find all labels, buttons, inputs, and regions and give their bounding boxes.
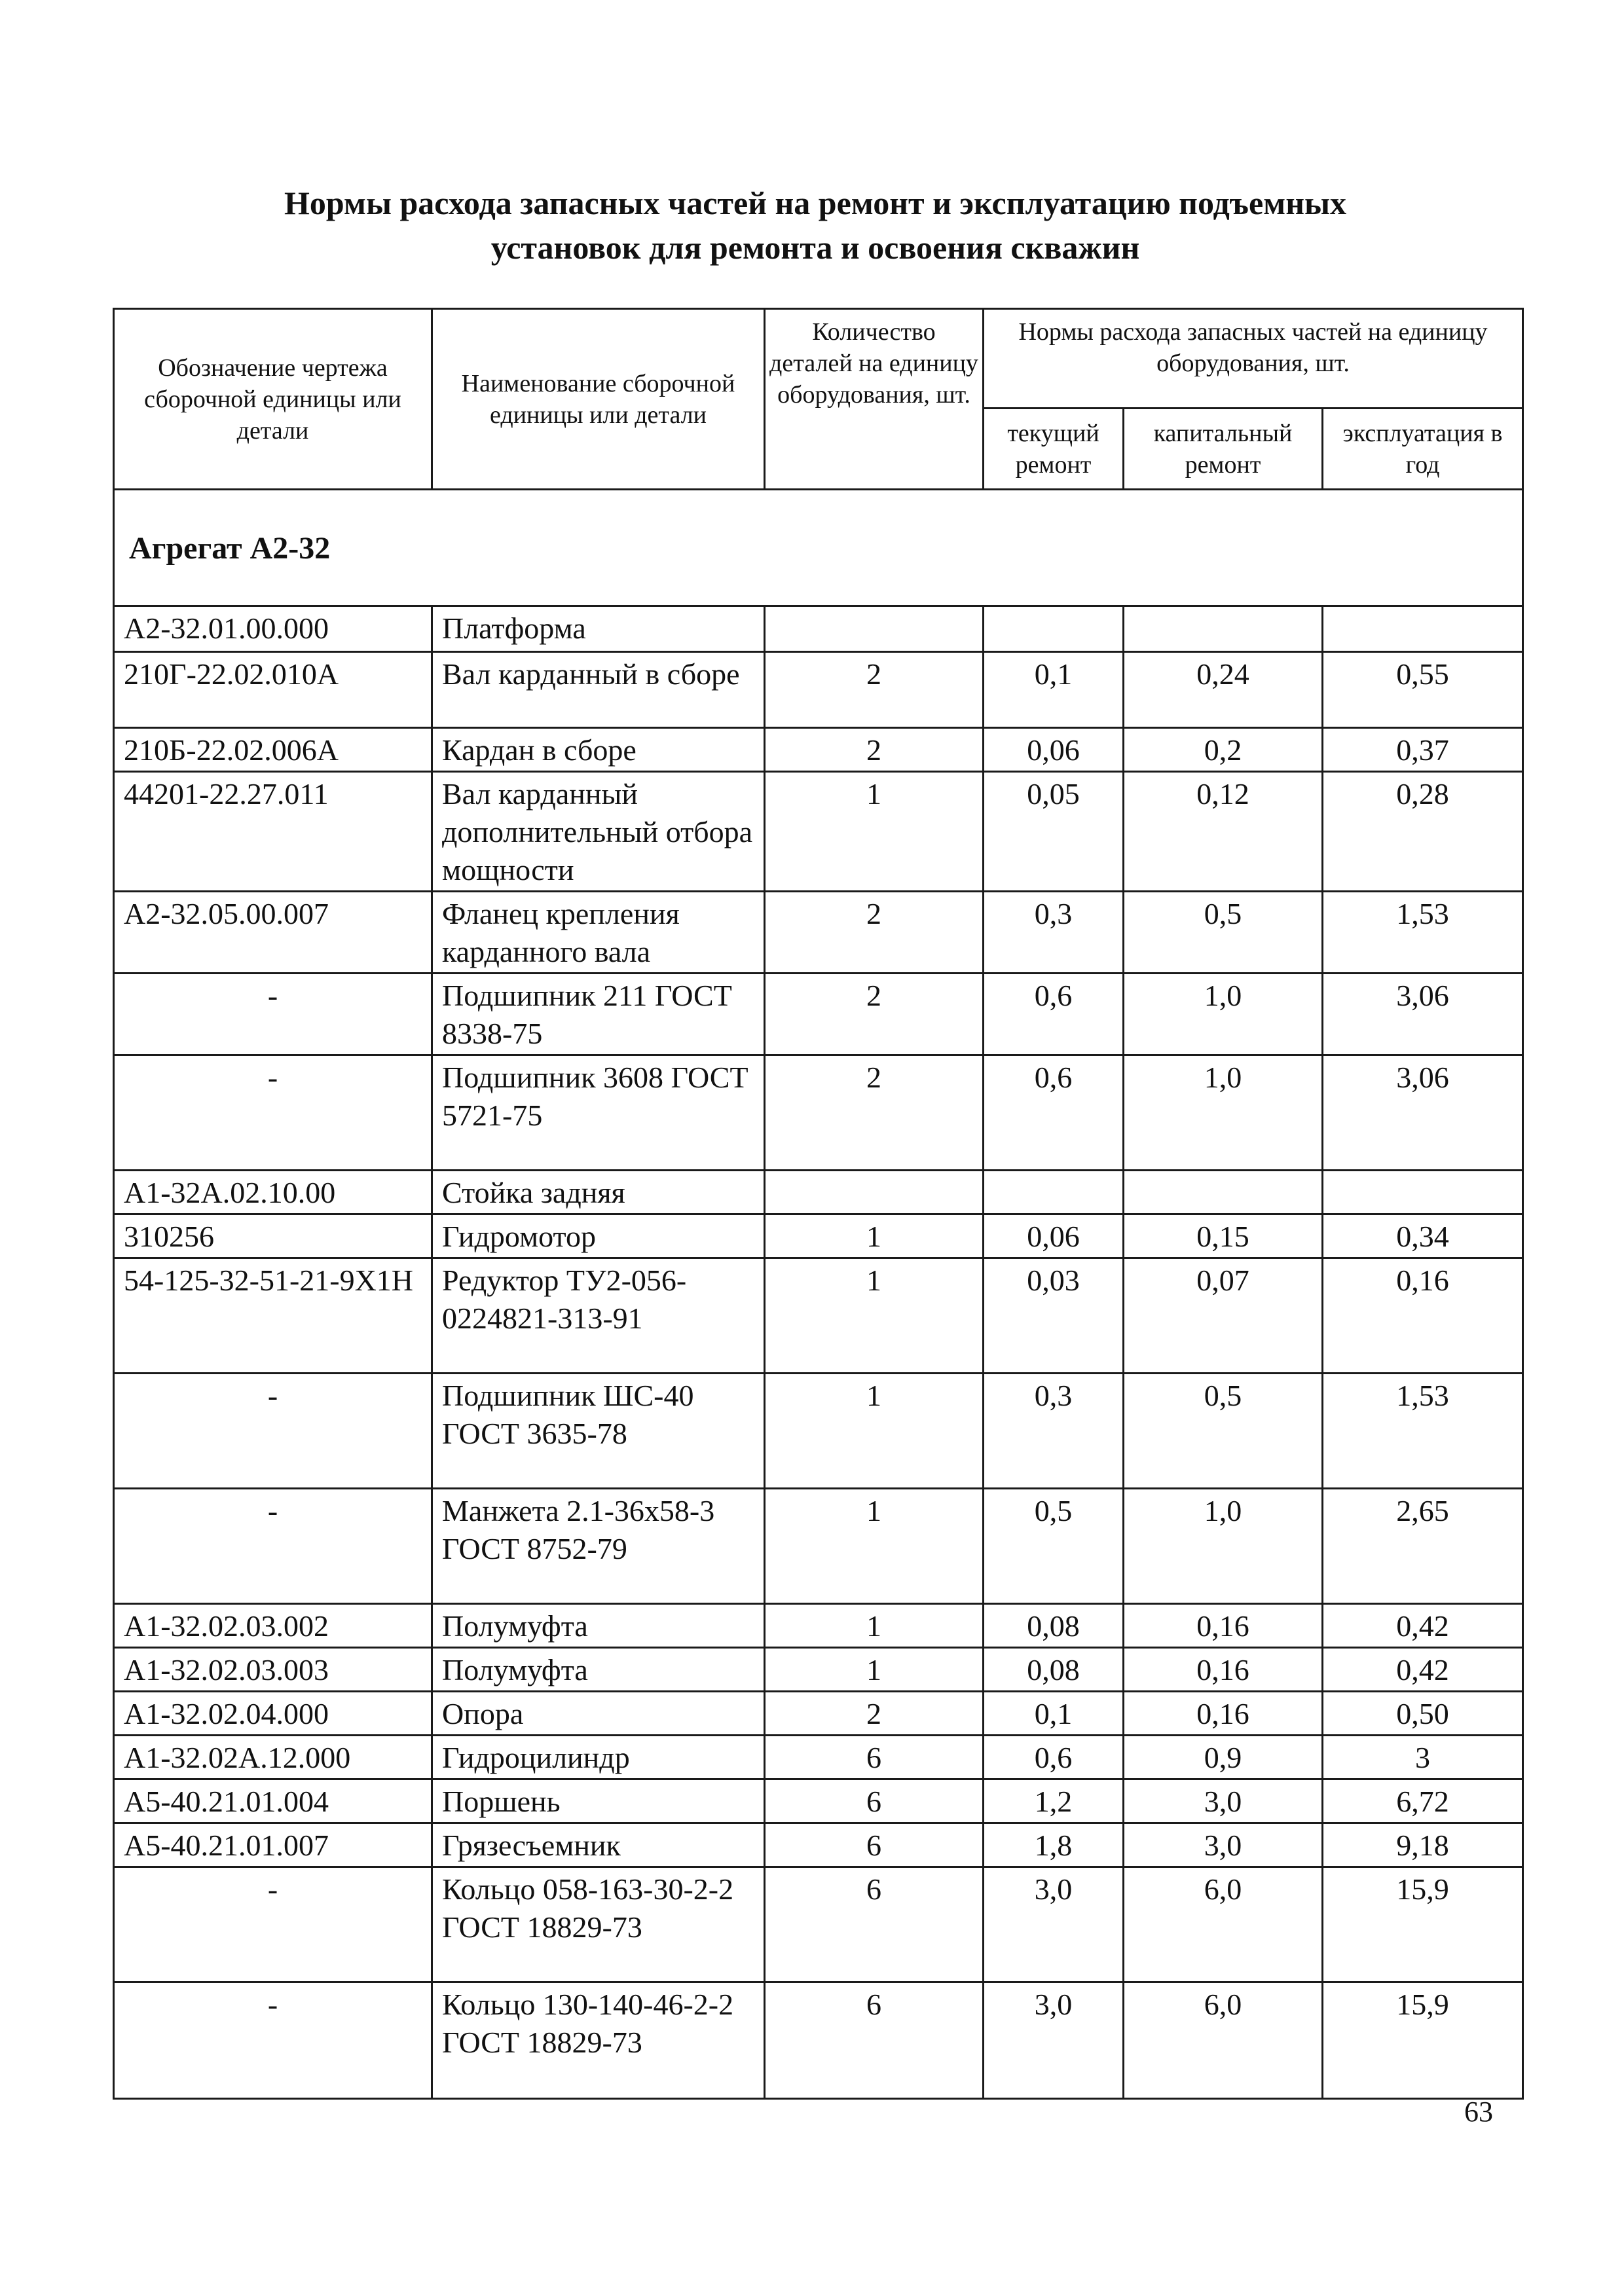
current-repair-cell [984, 606, 1124, 652]
capital-repair-cell: 3,0 [1124, 1779, 1323, 1823]
capital-repair-cell: 0,16 [1124, 1604, 1323, 1648]
quantity-cell: 6 [765, 1982, 984, 2099]
header-quantity: Количество деталей на единицу оборудования, шт. [765, 309, 984, 490]
name-cell: Подшипник 211 ГОСТ 8338-75 [432, 974, 765, 1055]
section-title: Агрегат А2-32 [114, 490, 1523, 606]
operation-cell: 1,53 [1323, 892, 1523, 974]
designation-cell: - [114, 1982, 432, 2099]
operation-cell: 3,06 [1323, 1055, 1523, 1171]
current-repair-cell: 0,06 [984, 1214, 1124, 1258]
quantity-cell: 2 [765, 652, 984, 728]
table-row [114, 728, 1523, 772]
operation-cell: 0,55 [1323, 652, 1523, 728]
quantity-cell: 1 [765, 1258, 984, 1374]
designation-cell: 210Г-22.02.010А [114, 652, 432, 728]
current-repair-cell: 0,6 [984, 1736, 1124, 1779]
operation-cell: 15,9 [1323, 1982, 1523, 2099]
designation-cell: А1-32.02.04.000 [114, 1692, 432, 1736]
table-row [114, 1692, 1523, 1736]
quantity-cell: 6 [765, 1736, 984, 1779]
capital-repair-cell: 0,5 [1124, 1374, 1323, 1489]
designation-cell: А1-32.02.03.002 [114, 1604, 432, 1648]
table-row [114, 892, 1523, 974]
current-repair-cell: 0,6 [984, 974, 1124, 1055]
current-repair-cell: 0,08 [984, 1648, 1124, 1692]
designation-cell: 44201-22.27.011 [114, 772, 432, 892]
operation-cell: 0,28 [1323, 772, 1523, 892]
capital-repair-cell: 1,0 [1124, 974, 1323, 1055]
header-name: Наименование сборочной единицы или детали [432, 309, 765, 490]
capital-repair-cell: 0,07 [1124, 1258, 1323, 1374]
norms-table [113, 308, 1524, 2100]
name-cell: Грязесъемник [432, 1823, 765, 1867]
operation-cell: 3 [1323, 1736, 1523, 1779]
table-row [114, 1374, 1523, 1489]
designation-cell: А1-32.02А.12.000 [114, 1736, 432, 1779]
quantity-cell: 6 [765, 1779, 984, 1823]
header-capital-repair: капитальный ремонт [1124, 409, 1323, 490]
current-repair-cell: 3,0 [984, 1867, 1124, 1982]
quantity-cell: 2 [765, 1055, 984, 1171]
operation-cell: 0,42 [1323, 1648, 1523, 1692]
table-row [114, 1604, 1523, 1648]
quantity-cell: 1 [765, 1604, 984, 1648]
name-cell: Манжета 2.1-36х58-3 ГОСТ 8752-79 [432, 1489, 765, 1604]
operation-cell [1323, 1171, 1523, 1214]
designation-cell: А5-40.21.01.007 [114, 1823, 432, 1867]
capital-repair-cell [1124, 606, 1323, 652]
quantity-cell: 2 [765, 974, 984, 1055]
current-repair-cell: 0,06 [984, 728, 1124, 772]
designation-cell: - [114, 974, 432, 1055]
capital-repair-cell: 0,9 [1124, 1736, 1323, 1779]
table-row [114, 1867, 1523, 1982]
designation-cell: А5-40.21.01.004 [114, 1779, 432, 1823]
table-row [114, 1779, 1523, 1823]
name-cell: Фланец крепления карданного вала [432, 892, 765, 974]
designation-cell: 310256 [114, 1214, 432, 1258]
name-cell: Вал карданный в сборе [432, 652, 765, 728]
operation-cell: 6,72 [1323, 1779, 1523, 1823]
name-cell: Кольцо 130-140-46-2-2 ГОСТ 18829-73 [432, 1982, 765, 2099]
quantity-cell: 1 [765, 1648, 984, 1692]
designation-cell: 210Б-22.02.006А [114, 728, 432, 772]
name-cell: Опора [432, 1692, 765, 1736]
name-cell: Кольцо 058-163-30-2-2 ГОСТ 18829-73 [432, 1867, 765, 1982]
table-row [114, 1648, 1523, 1692]
quantity-cell [765, 606, 984, 652]
capital-repair-cell [1124, 1171, 1323, 1214]
quantity-cell: 1 [765, 1374, 984, 1489]
capital-repair-cell: 6,0 [1124, 1867, 1323, 1982]
quantity-cell: 1 [765, 1489, 984, 1604]
table-row [114, 1055, 1523, 1171]
quantity-cell: 6 [765, 1823, 984, 1867]
current-repair-cell: 0,1 [984, 1692, 1124, 1736]
name-cell: Гидроцилиндр [432, 1736, 765, 1779]
current-repair-cell: 0,5 [984, 1489, 1124, 1604]
table-row [114, 1982, 1523, 2099]
table-row [114, 1823, 1523, 1867]
current-repair-cell: 0,3 [984, 1374, 1124, 1489]
table-row [114, 1258, 1523, 1374]
capital-repair-cell: 6,0 [1124, 1982, 1323, 2099]
current-repair-cell: 1,8 [984, 1823, 1124, 1867]
designation-cell: - [114, 1489, 432, 1604]
quantity-cell: 6 [765, 1867, 984, 1982]
header-designation: Обозначение чертежа сборочной единицы или детали [114, 309, 432, 490]
table-row [114, 606, 1523, 652]
capital-repair-cell: 0,12 [1124, 772, 1323, 892]
quantity-cell: 2 [765, 1692, 984, 1736]
operation-cell: 0,42 [1323, 1604, 1523, 1648]
table-row [114, 772, 1523, 892]
quantity-cell: 2 [765, 892, 984, 974]
page-title [98, 181, 1532, 270]
name-cell: Платформа [432, 606, 765, 652]
capital-repair-cell: 0,15 [1124, 1214, 1323, 1258]
table-row [114, 1736, 1523, 1779]
capital-repair-cell: 1,0 [1124, 1055, 1323, 1171]
header-norms-group: Нормы расхода запасных частей на единицу оборудования, шт. [984, 309, 1523, 409]
table-body [114, 490, 1523, 2099]
header-operation-per-year: эксплуатация в год [1323, 409, 1523, 490]
name-cell: Кардан в сборе [432, 728, 765, 772]
operation-cell: 15,9 [1323, 1867, 1523, 1982]
quantity-cell: 1 [765, 772, 984, 892]
quantity-cell: 2 [765, 728, 984, 772]
designation-cell: А2-32.05.00.007 [114, 892, 432, 974]
designation-cell: А1-32А.02.10.00 [114, 1171, 432, 1214]
quantity-cell: 1 [765, 1214, 984, 1258]
operation-cell: 0,34 [1323, 1214, 1523, 1258]
name-cell: Поршень [432, 1779, 765, 1823]
operation-cell: 0,50 [1323, 1692, 1523, 1736]
capital-repair-cell: 0,16 [1124, 1692, 1323, 1736]
title-line-1: Нормы расхода запасных частей на ремонт и эксплуатацию подъемных [284, 185, 1347, 221]
designation-cell: - [114, 1374, 432, 1489]
capital-repair-cell: 0,24 [1124, 652, 1323, 728]
quantity-cell [765, 1171, 984, 1214]
table-row [114, 974, 1523, 1055]
page-number: 63 [1464, 2096, 1493, 2128]
designation-cell: А1-32.02.03.003 [114, 1648, 432, 1692]
name-cell: Полумуфта [432, 1648, 765, 1692]
current-repair-cell: 3,0 [984, 1982, 1124, 2099]
table-row [114, 652, 1523, 728]
current-repair-cell: 0,05 [984, 772, 1124, 892]
section-row [114, 490, 1523, 606]
operation-cell: 1,53 [1323, 1374, 1523, 1489]
name-cell: Подшипник ШС-40 ГОСТ 3635-78 [432, 1374, 765, 1489]
designation-cell: 54-125-32-51-21-9Х1Н [114, 1258, 432, 1374]
capital-repair-cell: 0,5 [1124, 892, 1323, 974]
capital-repair-cell: 0,2 [1124, 728, 1323, 772]
designation-cell: - [114, 1055, 432, 1171]
name-cell: Гидромотор [432, 1214, 765, 1258]
capital-repair-cell: 1,0 [1124, 1489, 1323, 1604]
title-line-2: установок для ремонта и освоения скважин [490, 229, 1140, 266]
table-row [114, 1214, 1523, 1258]
current-repair-cell: 0,08 [984, 1604, 1124, 1648]
name-cell: Полумуфта [432, 1604, 765, 1648]
current-repair-cell: 0,3 [984, 892, 1124, 974]
table-row [114, 1489, 1523, 1604]
operation-cell [1323, 606, 1523, 652]
current-repair-cell: 0,1 [984, 652, 1124, 728]
name-cell: Редуктор ТУ2-056-0224821-313-91 [432, 1258, 765, 1374]
designation-cell: А2-32.01.00.000 [114, 606, 432, 652]
capital-repair-cell: 0,16 [1124, 1648, 1323, 1692]
current-repair-cell: 1,2 [984, 1779, 1124, 1823]
header-current-repair: текущий ремонт [984, 409, 1124, 490]
capital-repair-cell: 3,0 [1124, 1823, 1323, 1867]
current-repair-cell [984, 1171, 1124, 1214]
operation-cell: 0,37 [1323, 728, 1523, 772]
current-repair-cell: 0,03 [984, 1258, 1124, 1374]
designation-cell: - [114, 1867, 432, 1982]
table-row [114, 1171, 1523, 1214]
operation-cell: 9,18 [1323, 1823, 1523, 1867]
operation-cell: 0,16 [1323, 1258, 1523, 1374]
name-cell: Вал карданный дополнительный отбора мощности [432, 772, 765, 892]
operation-cell: 2,65 [1323, 1489, 1523, 1604]
name-cell: Подшипник 3608 ГОСТ 5721-75 [432, 1055, 765, 1171]
current-repair-cell: 0,6 [984, 1055, 1124, 1171]
operation-cell: 3,06 [1323, 974, 1523, 1055]
name-cell: Стойка задняя [432, 1171, 765, 1214]
